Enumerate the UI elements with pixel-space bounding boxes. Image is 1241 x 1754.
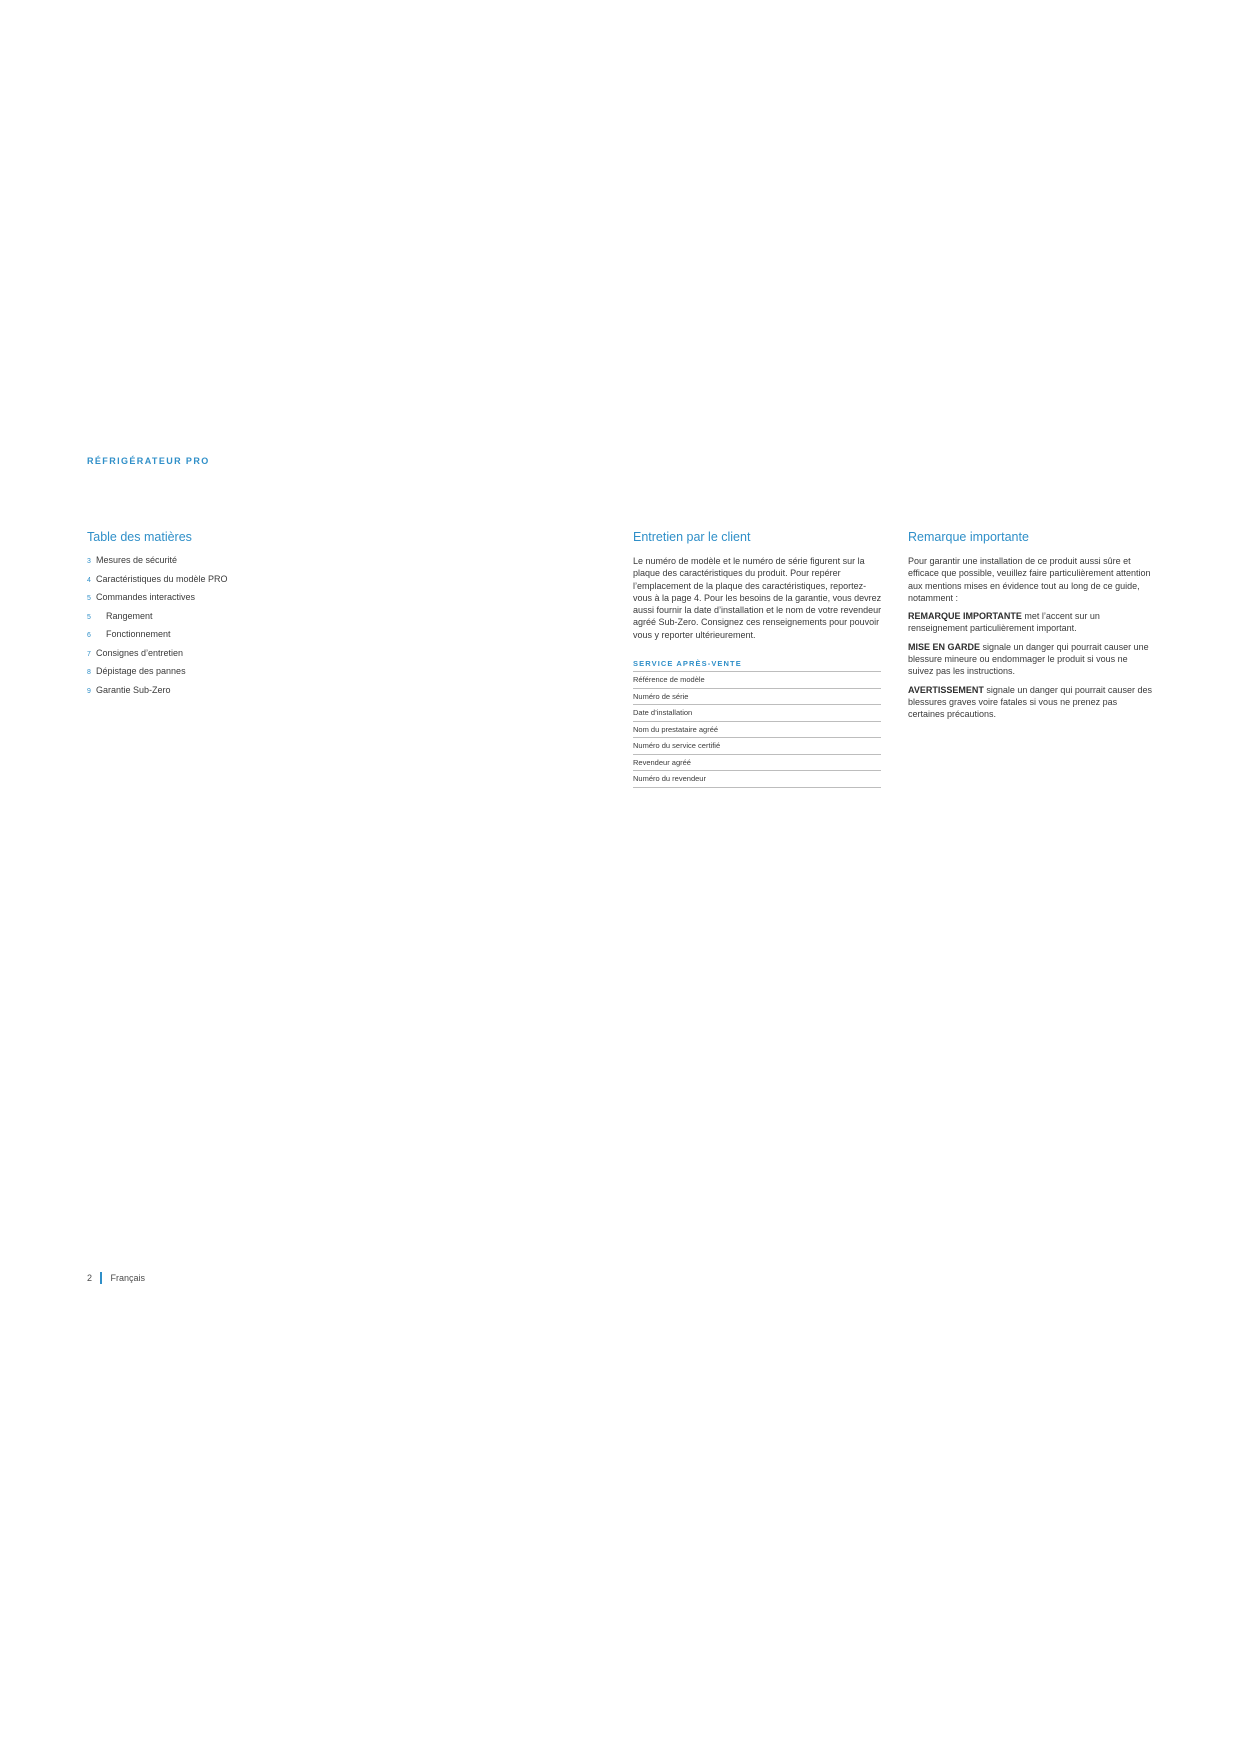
caution-text: signale un danger qui pourrait causer une blessure mineure ou endommager le produit si vous ne suivez pas les instructions. — [908, 641, 1149, 677]
toc-item[interactable] — [87, 628, 387, 647]
page-number: 2 — [87, 1273, 93, 1283]
caution-term: MISE EN GARDE — [908, 641, 981, 652]
toc-item[interactable] — [87, 554, 387, 573]
toc-item-label: Rangement — [106, 610, 153, 621]
important-note-intro: Pour garantir une installation de ce produit aussi sûre et efficace que possible, veuillez faire particulièrement attention aux mentions mises en évidence tout au long de ce guide, notamment : — [908, 556, 1151, 603]
toc-item-label: Garantie Sub-Zero — [96, 684, 171, 695]
service-record-row: Nom du prestataire agréé — [633, 722, 881, 739]
toc-page-number: 5 — [87, 613, 91, 621]
service-record-row: Référence de modèle — [633, 672, 881, 689]
toc-item-label: Commandes interactives — [96, 592, 196, 602]
toc-title: Table des matières — [87, 530, 192, 544]
toc-page-number: 3 — [87, 558, 91, 565]
customer-care-text: Le numéro de modèle et le numéro de série figurent sur la plaque des caractéristiques du produit. Pour repérer l’emplacement de la plaque des caractéristiques, reportez-vous à la page 4. Pour les besoins de la garantie, vous devrez aussi fournir la date d’installation et le nom de votre revendeur agréé Sub-Zero. Consignez ces renseignements pour pouvoir vous y reporter ultérieurement. — [633, 556, 882, 640]
toc-page-number: 4 — [87, 576, 91, 584]
toc-page-number: 6 — [87, 632, 91, 639]
service-record-row: Date d’installation — [633, 705, 881, 722]
toc-item[interactable] — [87, 647, 387, 666]
toc-item[interactable] — [87, 591, 387, 610]
toc-item[interactable] — [87, 684, 387, 703]
footer-language: Français — [110, 1273, 146, 1283]
service-record-row: Numéro du service certifié — [633, 738, 881, 755]
service-record-table — [633, 671, 881, 788]
toc-page-number: 8 — [87, 669, 91, 676]
toc-item-label: Consignes d’entretien — [96, 647, 184, 658]
toc-item[interactable] — [87, 573, 387, 592]
note-term: REMARQUE IMPORTANTE — [908, 611, 1022, 622]
service-record-row: Revendeur agréé — [633, 755, 881, 772]
footer-divider — [100, 1272, 102, 1284]
note-text: met l’accent sur un renseignement particulièrement important. — [908, 611, 1100, 634]
table-of-contents — [87, 554, 387, 702]
customer-care-title: Entretien par le client — [633, 530, 751, 544]
document-header-label: RÉFRIGÉRATEUR PRO — [87, 456, 210, 466]
toc-item[interactable] — [87, 610, 387, 629]
important-note-title: Remarque importante — [908, 530, 1029, 544]
toc-item-label: Fonctionnement — [106, 629, 171, 639]
toc-item-label: Mesures de sécurité — [96, 555, 178, 565]
page-footer — [87, 1272, 145, 1284]
warning-term: AVERTISSEMENT — [908, 684, 984, 695]
toc-item[interactable] — [87, 665, 387, 684]
warning-text: signale un danger qui pourrait causer des blessures graves voire fatales si vous ne prenez pas certaines précautions. — [908, 684, 1152, 720]
toc-item-label: Dépistage des pannes — [96, 666, 186, 676]
warning-paragraph — [908, 684, 1153, 721]
caution-paragraph — [908, 641, 1153, 678]
toc-page-number: 9 — [87, 687, 91, 695]
note-paragraph — [908, 610, 1153, 635]
service-record-row: Numéro de série — [633, 689, 881, 706]
important-note-block — [908, 555, 1153, 727]
toc-page-number: 5 — [87, 595, 91, 602]
service-section-label: SERVICE APRÈS-VENTE — [633, 659, 742, 668]
toc-page-number: 7 — [87, 650, 91, 658]
toc-item-label: Caractéristiques du modèle PRO — [96, 573, 228, 584]
service-record-row: Numéro du revendeur — [633, 771, 881, 788]
